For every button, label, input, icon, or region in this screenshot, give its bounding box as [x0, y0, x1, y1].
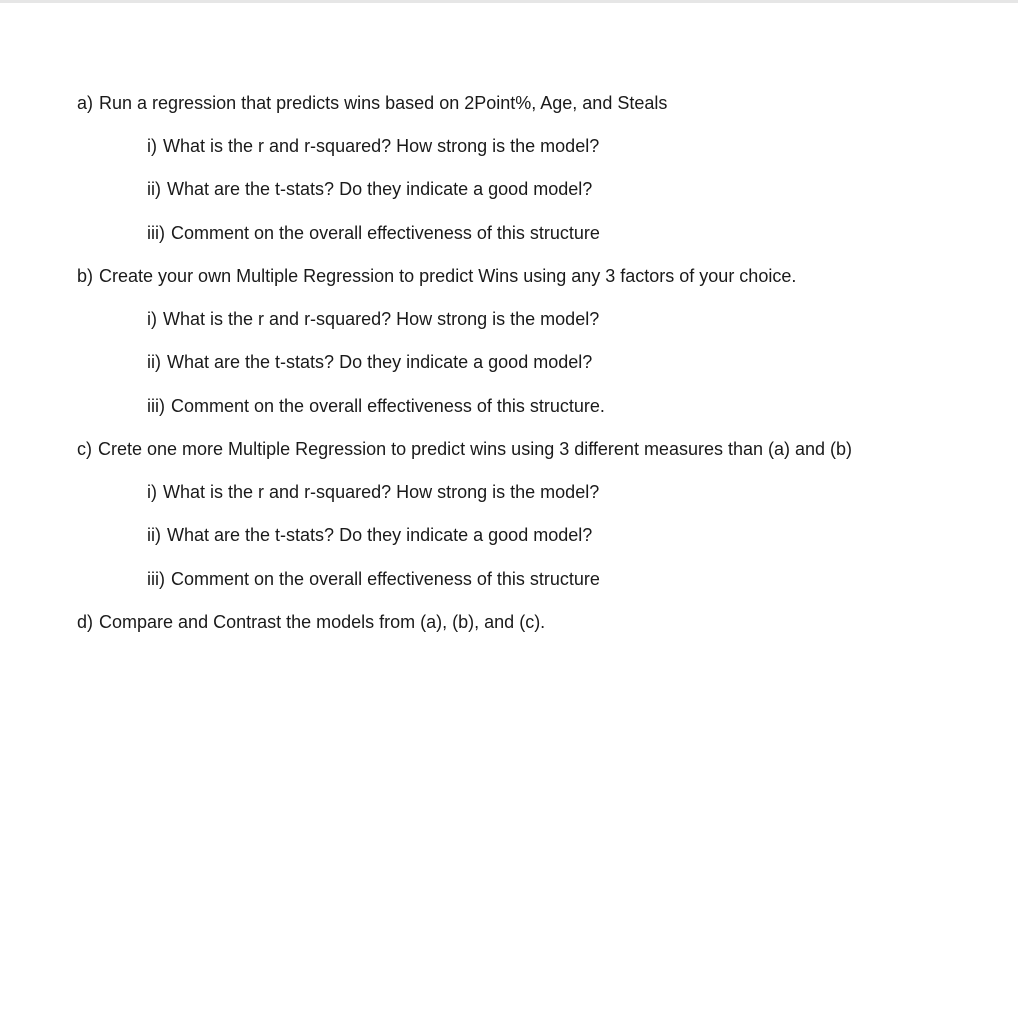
question-marker: a) [77, 93, 94, 113]
subquestion-marker: i) [147, 482, 157, 502]
question-text: Crete one more Multiple Regression to predict wins using 3 different measures than (a) and (b) [98, 439, 853, 459]
subquestion-text: Comment on the overall effectiveness of this structure [171, 569, 600, 589]
question-marker: c) [77, 439, 92, 459]
question-c-iii [147, 568, 600, 590]
subquestion-text: What are the t-stats? Do they indicate a good model? [167, 352, 593, 372]
subquestion-text: Comment on the overall effectiveness of this structure. [171, 396, 605, 416]
question-b-iii [147, 395, 605, 417]
subquestion-marker: ii) [147, 179, 161, 199]
question-marker: d) [77, 612, 94, 632]
subquestion-marker: ii) [147, 352, 161, 372]
question-text: Run a regression that predicts wins based on 2Point%, Age, and Steals [99, 93, 668, 113]
subquestion-marker: iii) [147, 223, 165, 243]
subquestion-marker: i) [147, 136, 157, 156]
question-a-ii [147, 178, 592, 200]
question-text: Compare and Contrast the models from (a), (b), and (c). [99, 612, 546, 632]
subquestion-marker: i) [147, 309, 157, 329]
subquestion-text: What is the r and r-squared? How strong is the model? [163, 309, 600, 329]
question-a-iii [147, 222, 600, 244]
question-marker: b) [77, 266, 94, 286]
subquestion-marker: iii) [147, 396, 165, 416]
question-c [77, 438, 852, 460]
question-b-ii [147, 351, 592, 373]
subquestion-text: What are the t-stats? Do they indicate a good model? [167, 179, 593, 199]
subquestion-marker: ii) [147, 525, 161, 545]
question-a [77, 92, 667, 114]
question-c-ii [147, 524, 592, 546]
subquestion-marker: iii) [147, 569, 165, 589]
question-a-i [147, 135, 599, 157]
subquestion-text: What are the t-stats? Do they indicate a good model? [167, 525, 593, 545]
question-b-i [147, 308, 599, 330]
subquestion-text: What is the r and r-squared? How strong is the model? [163, 482, 600, 502]
subquestion-text: What is the r and r-squared? How strong is the model? [163, 136, 600, 156]
question-text: Create your own Multiple Regression to predict Wins using any 3 factors of your choice. [99, 266, 797, 286]
question-b [77, 265, 796, 287]
subquestion-text: Comment on the overall effectiveness of this structure [171, 223, 600, 243]
question-c-i [147, 481, 599, 503]
question-d [77, 611, 545, 633]
